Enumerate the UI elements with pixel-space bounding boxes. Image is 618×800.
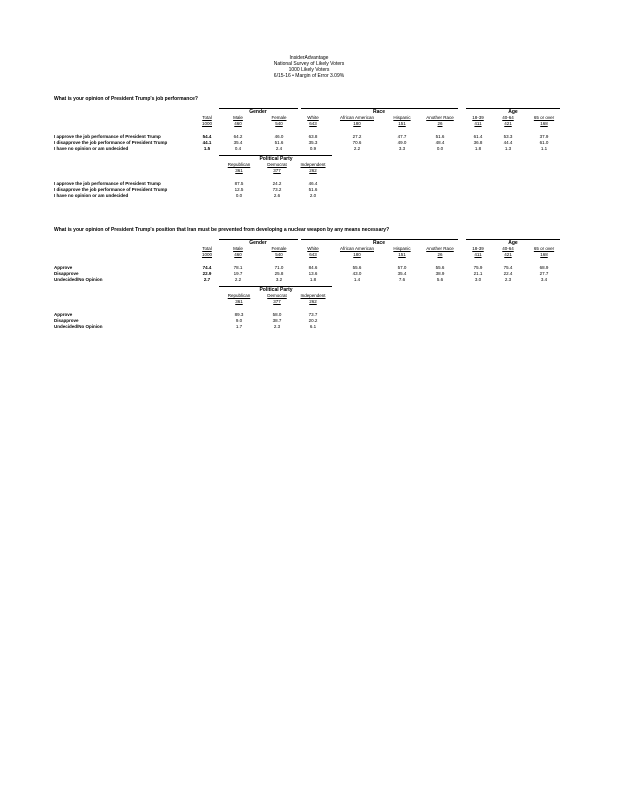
column-n: 1000 (201, 252, 212, 257)
party-column-n: 377 (273, 168, 281, 173)
column-n: 411 (474, 252, 482, 257)
cell-value: 25.8 (274, 271, 284, 276)
cell-value: 57.0 (397, 265, 407, 270)
party-cell-value: 58.0 (272, 312, 282, 317)
party-column-n: 262 (309, 168, 317, 173)
race-group-label: Race (373, 109, 385, 115)
party-column-n: 361 (235, 168, 243, 173)
column-header: Total (202, 115, 212, 120)
party-cell-value: 2.6 (273, 193, 281, 198)
cell-value: 46.0 (274, 134, 284, 139)
column-n: 26 (437, 252, 443, 257)
column-n: 180 (353, 252, 361, 257)
cell-value: 36.8 (473, 140, 483, 145)
party-cell-value: 2.0 (309, 193, 317, 198)
party-cell-value: 46.4 (308, 181, 318, 186)
column-header: 40-64 (502, 115, 514, 120)
cell-value: 53.3 (503, 134, 513, 139)
party-group-label: Political Party (259, 156, 293, 162)
row-label: I approve the job performance of President Trump (54, 134, 161, 139)
row-label: I disapprove the job performance of President Trump (54, 140, 168, 145)
report-source: InsiderAdvantage (289, 55, 329, 61)
party-cell-value: 73.2 (272, 187, 282, 192)
column-n: 421 (504, 252, 512, 257)
party-cell-value: 87.5 (234, 181, 244, 186)
cell-value: 27.7 (539, 271, 549, 276)
column-header: White (307, 246, 319, 251)
cell-value: 2.4 (275, 146, 283, 151)
cell-value: 51.6 (435, 134, 445, 139)
cell-value: 75.4 (503, 265, 513, 270)
cell-value: 74.4 (202, 265, 212, 270)
party-row-label: I disapprove the job performance of President Trump (54, 187, 168, 192)
row-label: I have no opinion or am undecided (54, 146, 129, 151)
cell-value: 0.9 (309, 146, 317, 151)
column-n: 168 (540, 252, 548, 257)
party-cell-value: 1.7 (235, 324, 243, 329)
cell-value: 35.4 (397, 271, 407, 276)
party-column-header: Republican (227, 293, 251, 298)
cell-value: 38.9 (435, 271, 445, 276)
party-cell-value: 89.3 (234, 312, 244, 317)
column-header: Female (271, 246, 287, 251)
cell-value: 7.6 (398, 277, 406, 282)
cell-value: 2.2 (234, 277, 242, 282)
column-header: White (307, 115, 319, 120)
column-n: 411 (474, 121, 482, 126)
party-cell-value: 9.0 (235, 318, 243, 323)
age-group-label: Age (508, 109, 518, 115)
report-title: National Survey of Likely Voters (273, 61, 345, 67)
cell-value: 48.4 (435, 140, 445, 145)
cell-value: 1.3 (504, 146, 512, 151)
column-header: Female (271, 115, 287, 120)
party-column-header: Republican (227, 162, 251, 167)
cell-value: 2.3 (504, 277, 512, 282)
party-row-label: Approve (54, 312, 73, 317)
cell-value: 47.7 (397, 134, 407, 139)
cell-value: 3.2 (275, 277, 283, 282)
column-header: 18-39 (472, 115, 484, 120)
party-cell-value: 6.1 (309, 324, 317, 329)
gender-group-label: Gender (249, 240, 267, 246)
column-header: Hispanic (393, 115, 411, 120)
column-n: 540 (275, 252, 283, 257)
party-row-label: Disapprove (54, 318, 79, 323)
cell-value: 3.0 (474, 277, 482, 282)
party-cell-value: 2.3 (273, 324, 281, 329)
party-column-header: Independent (300, 293, 326, 298)
column-header: African American (339, 246, 374, 251)
column-n: 540 (275, 121, 283, 126)
column-n: 643 (309, 252, 317, 257)
cell-value: 78.1 (233, 265, 243, 270)
column-n: 151 (398, 121, 406, 126)
column-header: 65 or over (533, 115, 555, 120)
column-n: 151 (398, 252, 406, 257)
cell-value: 1.4 (353, 277, 361, 282)
cell-value: 68.9 (539, 265, 549, 270)
cell-value: 75.9 (473, 265, 483, 270)
party-row-label: I have no opinion or am undecided (54, 193, 129, 198)
party-group-label: Political Party (259, 287, 293, 293)
column-n: 460 (234, 252, 242, 257)
party-row-label: I approve the job performance of President Trump (54, 181, 161, 186)
row-label: Disapprove (54, 271, 79, 276)
cell-value: 3.3 (398, 146, 406, 151)
cell-value: 27.2 (352, 134, 362, 139)
race-group-label: Race (373, 240, 385, 246)
party-column-n: 377 (273, 299, 281, 304)
cell-value: 84.6 (308, 265, 318, 270)
question-text: What is your opinion of President Trump's position that Iran must be prevented from developing a nuclear weapon by any means necessary? (54, 227, 390, 233)
column-n: 643 (309, 121, 317, 126)
cell-value: 1.8 (309, 277, 317, 282)
cell-value: 1.1 (540, 146, 548, 151)
column-header: Hispanic (393, 246, 411, 251)
cell-value: 44.1 (202, 140, 212, 145)
row-label: Approve (54, 265, 73, 270)
row-label: Undecided/No Opinion (54, 277, 103, 282)
column-n: 460 (234, 121, 242, 126)
column-header: African American (339, 115, 374, 120)
column-header: Another Race (426, 246, 454, 251)
report-sample: 1000 Likely Voters (288, 67, 330, 73)
cell-value: 13.6 (308, 271, 318, 276)
cell-value: 35.3 (308, 140, 318, 145)
party-column-header: Independent (300, 162, 326, 167)
cell-value: 61.4 (473, 134, 483, 139)
cell-value: 63.8 (308, 134, 318, 139)
party-cell-value: 12.5 (234, 187, 244, 192)
cell-value: 54.4 (202, 134, 212, 139)
column-header: Another Race (426, 115, 454, 120)
party-cell-value: 20.2 (308, 318, 318, 323)
column-n: 168 (540, 121, 548, 126)
cell-value: 2.2 (353, 146, 361, 151)
cell-value: 70.6 (352, 140, 362, 145)
question-text: What is your opinion of President Trump's job performance? (54, 96, 198, 102)
party-column-header: Democrat (267, 162, 287, 167)
cell-value: 1.8 (474, 146, 482, 151)
column-n: 421 (504, 121, 512, 126)
party-column-header: Democrat (267, 293, 287, 298)
cell-value: 51.6 (274, 140, 284, 145)
cell-value: 61.0 (539, 140, 549, 145)
column-n: 180 (353, 121, 361, 126)
cell-value: 0.0 (436, 146, 444, 151)
cell-value: 0.4 (234, 146, 242, 151)
party-column-n: 361 (235, 299, 243, 304)
age-group-label: Age (508, 240, 518, 246)
party-cell-value: 24.2 (272, 181, 282, 186)
cell-value: 37.9 (539, 134, 549, 139)
column-n: 1000 (201, 121, 212, 126)
cell-value: 55.6 (435, 265, 445, 270)
column-header: Total (202, 246, 212, 251)
cell-value: 21.1 (473, 271, 483, 276)
cell-value: 22.9 (202, 271, 212, 276)
column-n: 26 (437, 121, 443, 126)
cell-value: 3.4 (540, 277, 548, 282)
cell-value: 19.7 (233, 271, 243, 276)
column-header: 18-39 (472, 246, 484, 251)
cell-value: 55.6 (352, 265, 362, 270)
party-row-label: Undecided/No Opinion (54, 324, 103, 329)
cell-value: 43.0 (352, 271, 362, 276)
cell-value: 44.4 (503, 140, 513, 145)
party-cell-value: 38.7 (272, 318, 282, 323)
gender-group-label: Gender (249, 109, 267, 115)
party-cell-value: 0.0 (235, 193, 243, 198)
party-cell-value: 51.6 (308, 187, 318, 192)
cell-value: 35.4 (233, 140, 243, 145)
cell-value: 2.7 (203, 277, 211, 282)
cell-value: 64.2 (233, 134, 243, 139)
column-header: 65 or over (533, 246, 555, 251)
column-header: Male (233, 115, 243, 120)
party-cell-value: 73.7 (308, 312, 318, 317)
cell-value: 5.6 (436, 277, 444, 282)
cell-value: 71.0 (274, 265, 284, 270)
cell-value: 1.5 (203, 146, 211, 151)
report-dates-moe: 6/15-16 • Margin of Error 3.09% (273, 73, 345, 79)
party-column-n: 262 (309, 299, 317, 304)
cell-value: 22.4 (503, 271, 513, 276)
column-header: 40-64 (502, 246, 514, 251)
column-header: Male (233, 246, 243, 251)
cell-value: 49.0 (397, 140, 407, 145)
